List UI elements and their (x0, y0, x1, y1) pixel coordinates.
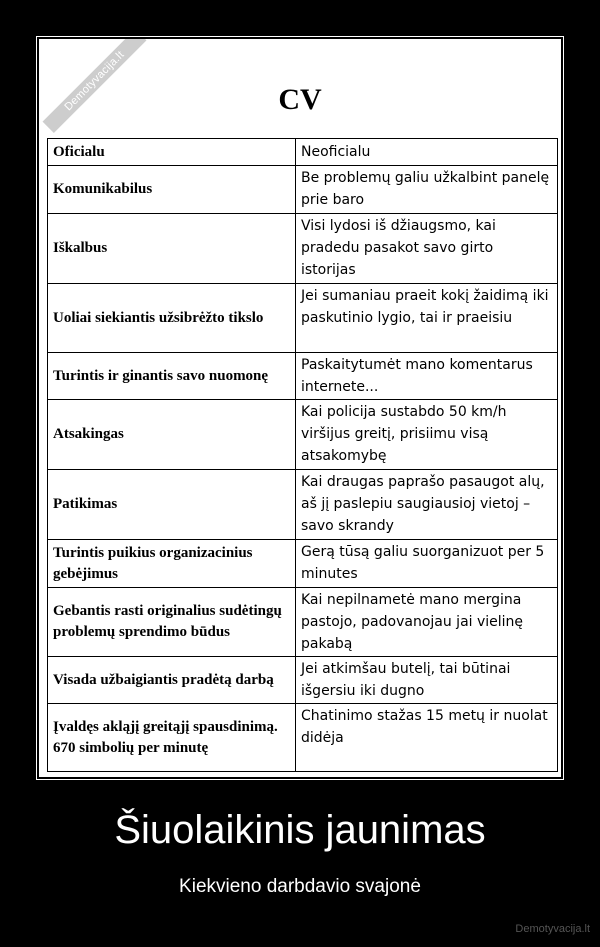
cv-title: CV (278, 83, 322, 116)
unofficial-cell: Visi lydosi iš džiaugsmo, kai pradedu pasakot savo girto istorijas (296, 214, 558, 284)
unofficial-cell: Be problemų galiu užkalbint panelę prie baro (296, 166, 558, 214)
official-cell: Turintis ir ginantis savo nuomonę (48, 353, 296, 400)
table-row (48, 214, 558, 284)
table-row (48, 400, 558, 470)
header-official: Oficialu (48, 139, 296, 166)
official-cell: Visada užbaigiantis pradėtą darbą (48, 657, 296, 704)
table-row (48, 588, 558, 657)
table-row (48, 166, 558, 214)
header-unofficial: Neoficialu (296, 139, 558, 166)
official-cell: Komunikabilus (48, 166, 296, 214)
cv-table (47, 138, 558, 772)
unofficial-cell: Chatinimo stažas 15 metų ir nuolat didėja (296, 704, 558, 772)
official-cell: Patikimas (48, 470, 296, 540)
unofficial-cell: Kai nepilnametė mano mergina pastojo, padovanojau jai vielinę pakabą (296, 588, 558, 657)
poster-subcaption: Kiekvieno darbdavio svajonė (179, 876, 421, 897)
poster-frame (36, 36, 564, 780)
table-row (48, 704, 558, 772)
table-header-row (48, 139, 558, 166)
unofficial-cell: Paskaitytumėt mano komentarus internete... (296, 353, 558, 400)
corner-watermark: Demotyvacija.lt (43, 39, 147, 133)
table-row (48, 470, 558, 540)
table-row (48, 353, 558, 400)
unofficial-cell: Jei atkimšau butelį, tai būtinai išgersiu iki dugno (296, 657, 558, 704)
unofficial-cell: Kai draugas paprašo pasaugot alų, aš jį paslepiu saugiausioj vietoj – savo skrandy (296, 470, 558, 540)
official-cell: Iškalbus (48, 214, 296, 284)
official-cell: Atsakingas (48, 400, 296, 470)
table-row (48, 540, 558, 588)
unofficial-cell: Kai policija sustabdo 50 km/h viršijus greitį, prisiimu visą atsakomybę (296, 400, 558, 470)
table-row (48, 657, 558, 704)
poster-image (39, 39, 561, 777)
official-cell: Gebantis rasti originalius sudėtingų problemų sprendimo būdus (48, 588, 296, 657)
table-row (48, 284, 558, 353)
unofficial-cell: Gerą tūsą galiu suorganizuot per 5 minutes (296, 540, 558, 588)
unofficial-cell: Jei sumaniau praeit kokį žaidimą iki paskutinio lygio, tai ir praeisiu (296, 284, 558, 353)
poster-caption: Šiuolaikinis jaunimas (114, 808, 486, 852)
footer-watermark: Demotyvacija.lt (515, 923, 590, 935)
official-cell: Turintis puikius organizacinius gebėjimus (48, 540, 296, 588)
official-cell: Uoliai siekiantis užsibrėžto tikslo (48, 284, 296, 353)
official-cell: Įvaldęs akląjį greitąjį spausdinimą. 670 simbolių per minutę (48, 704, 296, 772)
